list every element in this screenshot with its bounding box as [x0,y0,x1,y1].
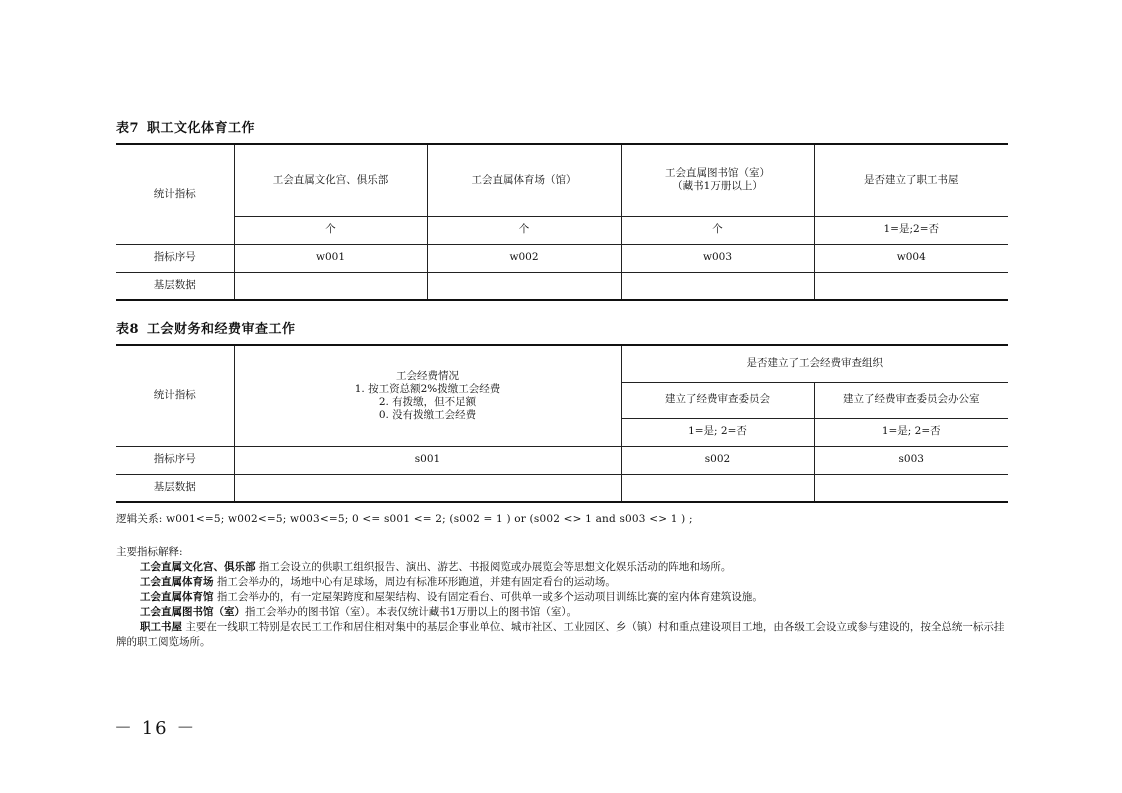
table7-data-row-label: 基层数据 [116,272,234,300]
table7-col3-data-cell[interactable] [621,272,814,300]
note-item: 工会直属文化宫、俱乐部 指工会设立的供职工组织报告、演出、游艺、书报阅览或办展览会等思想文化娱乐活动的阵地和场所。 [140,561,732,573]
table7-col1-header: 工会直属文化宫、俱乐部 [234,144,427,216]
table8-fund-header: 工会经费情况 1. 按工资总额2%拨缴工会经费 2. 有拨缴，但不足额 0. 没有拨缴工会经费 [234,345,621,446]
logic-relation: 逻辑关系: w001<=5; w002<=5; w003<=5; 0 <= s001 <= 2; (s002 = 1 ) or (s002 <> 1 and s003 <> 1 ) ; [116,513,693,525]
table7-col1-data-cell[interactable] [234,272,427,300]
note-item: 职工书屋 主要在一线职工特别是农民工工作和居住相对集中的基层企事业单位、城市社区、工业园区、乡（镇）村和重点建设项目工地，由各级工会设立或参与建设的，按全总统一标示挂牌的职工阅览场所。 [116,621,1005,648]
table8-data-row-label: 基层数据 [116,474,234,502]
table7-row-label-header: 统计指标 [116,144,234,244]
table8 [116,344,1008,503]
table8-subcol1-code: s002 [621,446,814,474]
table7-caption-number: 表7 [116,121,140,136]
table7-caption-title: 职工文化体育工作 [147,121,256,136]
table8-fund-data-cell[interactable] [234,474,621,502]
table7-col4-code: w004 [814,244,1008,272]
table7-col4-unit: 1=是;2=否 [814,216,1008,244]
table7-col4-data-cell[interactable] [814,272,1008,300]
table8-group-header: 是否建立了工会经费审查组织 [621,345,1008,382]
table8-subcol2-unit: 1=是; 2=否 [814,418,1008,446]
table8-subcol2-code: s003 [814,446,1008,474]
table7-col1-unit: 个 [234,216,427,244]
table7-caption [116,117,255,136]
table8-fund-code: s001 [234,446,621,474]
table8-caption-title: 工会财务和经费审查工作 [147,322,296,337]
table7-col1-code: w001 [234,244,427,272]
page-number: － 16 － [114,718,197,739]
note-item: 工会直属体育场 指工会举办的，场地中心有足球场，周边有标准环形跑道，并建有固定看台的运动场。 [140,576,616,588]
table7-col4-header: 是否建立了职工书屋 [814,144,1008,216]
table7-col3-code: w003 [621,244,814,272]
table7-code-row-label: 指标序号 [116,244,234,272]
table8-subcol1-header: 建立了经费审查委员会 [621,382,814,418]
table7-col3-header: 工会直属图书馆（室） （藏书1万册以上） [621,144,814,216]
note-item: 工会直属图书馆（室）指工会举办的图书馆（室）。本表仅统计藏书1万册以上的图书馆（室）。 [140,606,578,618]
table8-subcol1-data-cell[interactable] [621,474,814,502]
table8-subcol2-header: 建立了经费审查委员会办公室 [814,382,1008,418]
table7 [116,143,1008,301]
table7-col2-code: w002 [427,244,621,272]
notes-heading: 主要指标解释: [116,546,183,558]
table7-col2-unit: 个 [427,216,621,244]
table7-col2-header: 工会直属体育场（馆） [427,144,621,216]
table8-caption-number: 表8 [116,322,140,337]
table8-subcol1-unit: 1=是; 2=否 [621,418,814,446]
indicator-notes [116,545,1008,650]
note-item: 工会直属体育馆 指工会举办的，有一定屋架跨度和屋架结构、设有固定看台、可供单一或多个运动项目训练比赛的室内体育建筑设施。 [140,591,763,603]
table8-caption [116,318,296,337]
table7-col3-unit: 个 [621,216,814,244]
table7-col2-data-cell[interactable] [427,272,621,300]
table8-row-label-header: 统计指标 [116,345,234,446]
table8-subcol2-data-cell[interactable] [814,474,1008,502]
table8-code-row-label: 指标序号 [116,446,234,474]
